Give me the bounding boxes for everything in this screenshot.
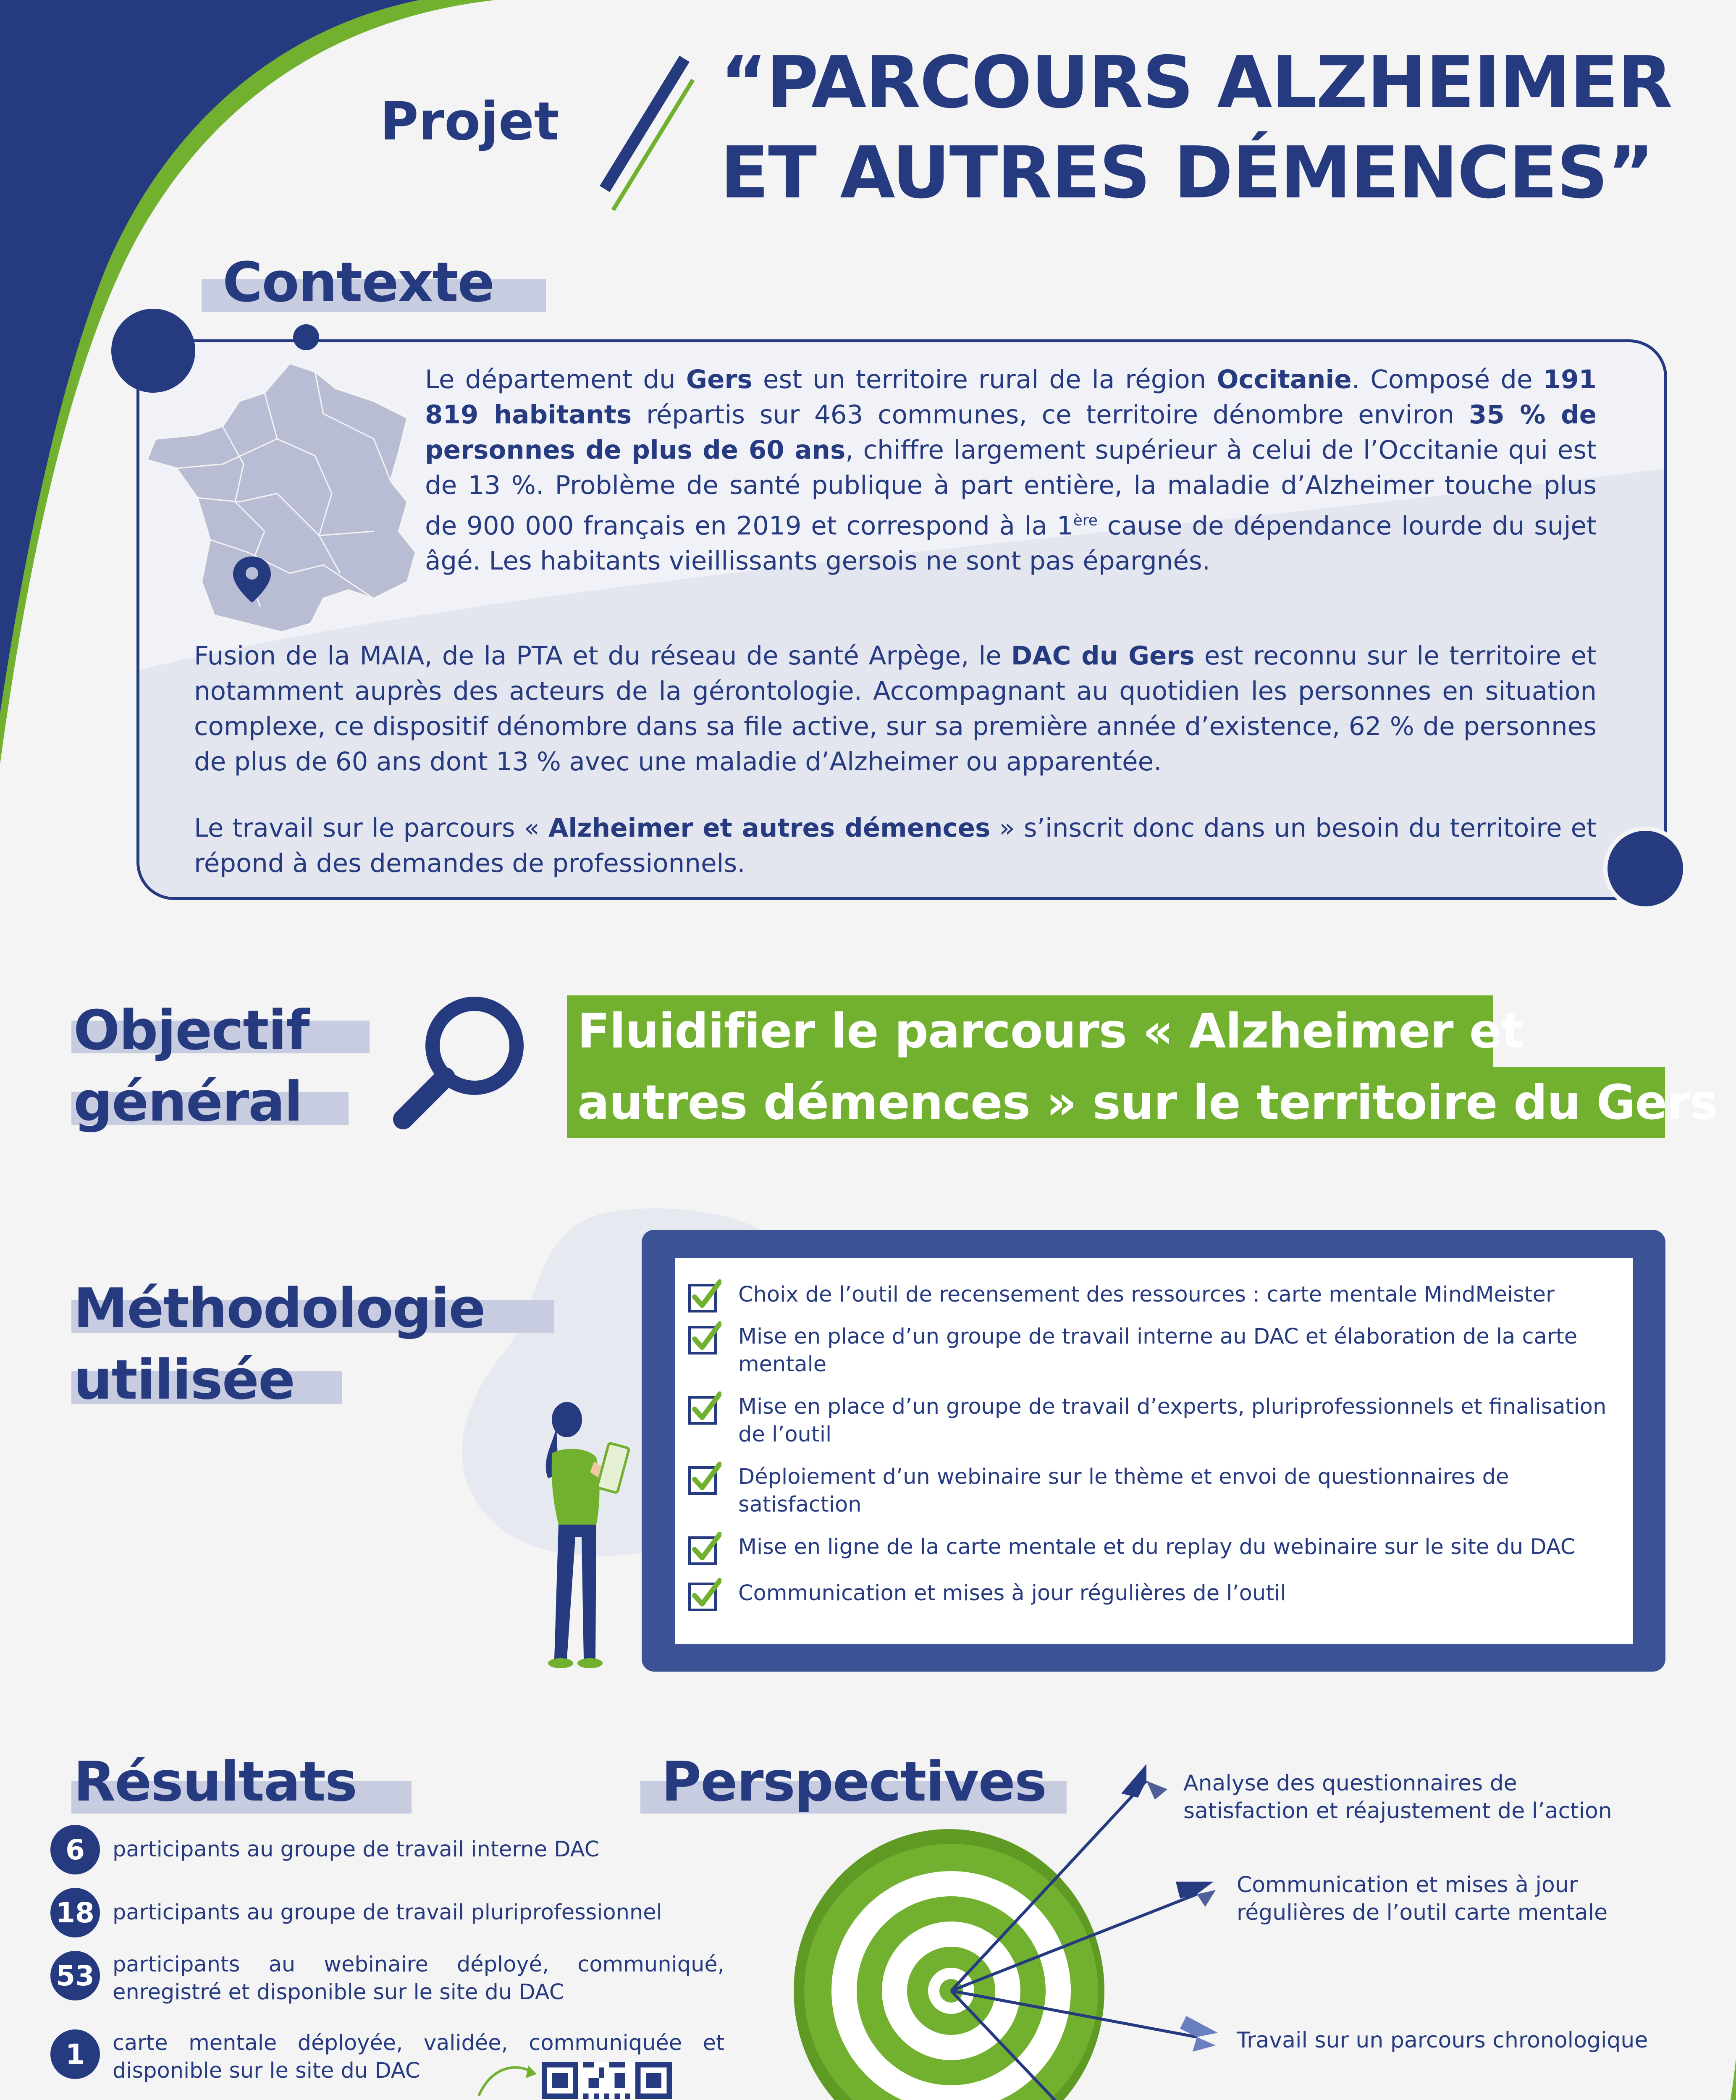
contexte-p3-parcours: Alzheimer et autres démences <box>548 813 991 843</box>
contexte-p3-text: » s’inscrit donc dans un besoin du territoire et répond à des demandes de professionnels. <box>194 813 1597 878</box>
contexte-p1-habitants: 191 819 habitants <box>425 365 1597 430</box>
page-title <box>720 38 1672 218</box>
check-item-label: Communication et mises à jour régulières de l’outil <box>738 1581 1286 1606</box>
page-title-line1: “PARCOURS ALZHEIMER <box>720 41 1672 124</box>
check-item <box>688 1393 1620 1449</box>
goal-text <box>577 995 1718 1138</box>
result-number-badge: 53 <box>50 1951 100 2000</box>
contexte-heading: Contexte <box>223 250 494 314</box>
goal-text-line1: Fluidifier le parcours « Alzheimer et <box>577 1003 1524 1059</box>
contexte-p1-text: . Composé de <box>1351 365 1543 394</box>
perspectives-heading: Perspectives <box>661 1750 1046 1814</box>
check-item <box>688 1463 1620 1519</box>
check-item-label: Choix de l’outil de recensement des ressources : carte mentale MindMeister <box>738 1282 1555 1307</box>
check-item <box>688 1580 1620 1613</box>
checkbox-checked-icon <box>688 1532 721 1565</box>
contexte-paragraph-1 <box>425 362 1597 579</box>
result-number-badge: 18 <box>50 1888 100 1937</box>
result-text: participants au webinaire déployé, communiqué, enregistré et disponible sur le site du DAC <box>113 1952 724 2005</box>
methodologie-heading <box>73 1273 485 1415</box>
contexte-p1-text: Le département du <box>425 365 686 394</box>
objectif-heading <box>73 995 309 1137</box>
contexte-dot-small <box>293 324 319 350</box>
contexte-paragraph-2 <box>194 638 1597 780</box>
methodologie-heading-line2: utilisée <box>73 1348 295 1412</box>
checkbox-checked-icon <box>688 1462 721 1495</box>
magnifier-icon <box>391 991 529 1130</box>
contexte-p3-text: Le travail sur le parcours « <box>194 813 549 843</box>
check-item-label: Déploiement d’un webinaire sur le thème et envoi de questionnaires de satisfaction <box>738 1465 1509 1517</box>
contexte-p1-text: répartis sur 463 communes, ce territoire dénombre environ <box>632 400 1469 430</box>
page-title-line2: ET AUTRES DÉMENCES” <box>720 131 1654 215</box>
contexte-p2-text: Fusion de la MAIA, de la PTA et du réseau de santé Arpège, le <box>194 641 1011 671</box>
objectif-heading-line1: Objectif <box>73 998 309 1062</box>
check-item <box>688 1533 1620 1567</box>
result-number-badge: 1 <box>50 2029 100 2079</box>
contexte-p1-text: est un territoire rural de la région <box>752 365 1217 394</box>
contexte-p1-pourcentage: 35 % de personnes de plus de 60 ans <box>425 400 1597 465</box>
check-item <box>688 1323 1620 1378</box>
checkbox-checked-icon <box>688 1391 721 1425</box>
methodologie-heading-line1: Méthodologie <box>73 1276 485 1340</box>
contexte-paragraph-3 <box>194 811 1597 881</box>
result-text: participants au groupe de travail pluriprofessionnel <box>113 1900 662 1925</box>
methodologie-checklist <box>675 1258 1633 1644</box>
contexte-p2-dac: DAC du Gers <box>1011 641 1195 671</box>
check-item <box>688 1281 1620 1315</box>
objectif-heading-line2: général <box>73 1070 302 1134</box>
contexte-dot-bottom <box>1603 827 1687 911</box>
perspective-item-2: Communication et mises à jour régulières de l’outil carte mentale <box>1237 1872 1608 1925</box>
result-item <box>50 1888 724 1937</box>
check-item-label: Mise en ligne de la carte mentale et du replay du webinaire sur le site du DAC <box>738 1535 1576 1559</box>
result-text: carte mentale déployée, validée, communiquée et disponible sur le site du DAC <box>113 2031 724 2083</box>
checkbox-checked-icon <box>688 1578 721 1612</box>
france-map-icon <box>139 355 433 640</box>
contexte-p1-text: , chiffre largement supérieur à celui de l’Occitanie qui est de 13 %. Problème de santé publique à part entière, la maladie d’Alzheimer touche plus de 900 000 français en 2019 et correspond à la 1 <box>425 435 1597 541</box>
contexte-p1-gers: Gers <box>686 365 753 394</box>
perspective-item-3: Travail sur un parcours chronologique <box>1237 2028 1648 2053</box>
resultats-heading: Résultats <box>73 1750 357 1814</box>
checkbox-checked-icon <box>688 1321 721 1355</box>
woman-with-clipboard-illustration <box>525 1399 634 1676</box>
result-item <box>50 1825 724 1874</box>
check-item-label: Mise en place d’un groupe de travail d’experts, pluriprofessionnels et finalisation de l’outil <box>738 1394 1607 1447</box>
result-number-badge: 6 <box>50 1825 100 1874</box>
result-item <box>50 1951 724 2006</box>
corner-swoosh-bottom-right <box>1386 2058 1736 2100</box>
goal-text-line2: autres démences » sur le territoire du Gers <box>577 1075 1718 1130</box>
checkbox-checked-icon <box>688 1279 721 1313</box>
qr-code-icon[interactable] <box>542 2062 672 2100</box>
qr-arrow-icon <box>475 2058 542 2100</box>
resultats-list <box>50 1825 724 2085</box>
contexte-p1-text: cause de dépendance lourde du sujet âgé. Les habitants vieillissants gersois ne sont pas épargnés. <box>425 511 1597 576</box>
contexte-p1-sup: ère <box>1073 512 1098 529</box>
perspective-item-1: Analyse des questionnaires de satisfaction et réajustement de l’action <box>1183 1771 1612 1824</box>
title-slash-icon <box>588 55 697 214</box>
contexte-p1-occitanie: Occitanie <box>1217 365 1352 394</box>
projet-label: Projet <box>380 91 559 152</box>
contexte-p2-text: est reconnu sur le territoire et notamment auprès des acteurs de la gérontologie. Accompagnant au quotidien les personnes en situation complexe, ce dispositif dénombre dans sa file active, sur sa première année d’existence, 62 % de personnes de plus de 60 ans dont 13 % avec une maladie d’Alzheimer ou apparentée. <box>194 641 1597 777</box>
check-item-label: Mise en place d’un groupe de travail interne au DAC et élaboration de la carte mentale <box>738 1324 1578 1377</box>
result-text: participants au groupe de travail interne DAC <box>113 1837 600 1862</box>
